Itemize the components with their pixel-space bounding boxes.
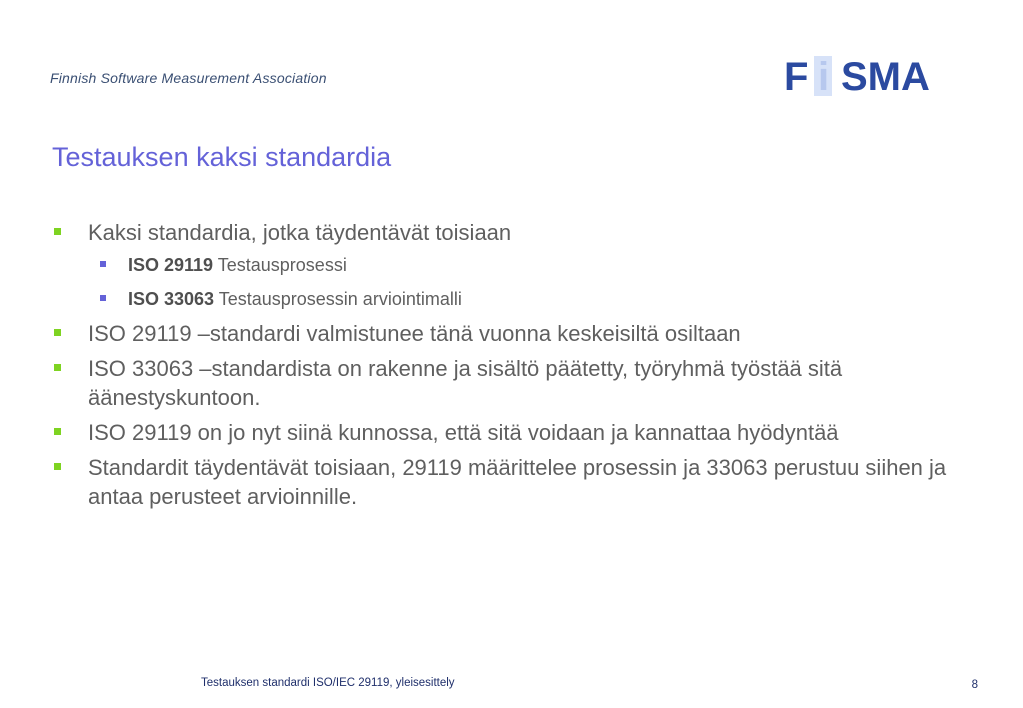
sub-bullet-text: Testausprosessi [213,255,347,275]
sub-bullet-bold-text: ISO 29119 [128,255,214,275]
green-square-bullet-icon [54,463,61,470]
slide-title: Testauksen kaksi standardia [52,142,392,172]
sub-bullet-text: Testausprosessin arviointimalli [214,289,462,309]
bullet-4 [52,418,952,447]
sub-bullet-2 [52,287,952,311]
bullet-2 [52,319,952,348]
sub-bullet-1 [52,253,952,277]
logo-letter-f: F [784,55,809,99]
purple-square-bullet-icon [100,261,106,267]
logo-letters-sma: SMA [841,55,930,99]
slide-content [52,218,952,517]
bullet-text: ISO 29119 on jo nyt siinä kunnossa, että sitä voidaan ja kannattaa hyödyntää [88,420,839,445]
green-square-bullet-icon [54,228,61,235]
bullet-text: ISO 29119 –standardi valmistunee tänä vuonna keskeisiltä osiltaan [88,321,741,346]
green-square-bullet-icon [54,364,61,371]
page-number: 8 [971,679,978,691]
logo-letter-i: i [818,55,830,99]
footer-text: Testauksen standardi ISO/IEC 29119, yleisesittely [201,677,455,689]
purple-square-bullet-icon [100,295,106,301]
bullet-5 [52,453,952,511]
green-square-bullet-icon [54,428,61,435]
fisma-logo [784,52,980,100]
bullet-text: Standardit täydentävät toisiaan, 29119 määrittelee prosessin ja 33063 perustuu siihen ja antaa perusteet arvioinnille. [88,455,947,509]
sub-bullet-bold-text: ISO 33063 [128,289,215,309]
bullet-text: ISO 33063 –standardista on rakenne ja sisältö päätetty, työryhmä työstää sitä äänestyskuntoon. [88,356,843,410]
bullet-text: Kaksi standardia, jotka täydentävät toisiaan [88,220,512,245]
bullet-3 [52,354,952,412]
bullet-1 [52,218,952,247]
green-square-bullet-icon [54,329,61,336]
organization-name: Finnish Software Measurement Association [50,70,327,86]
